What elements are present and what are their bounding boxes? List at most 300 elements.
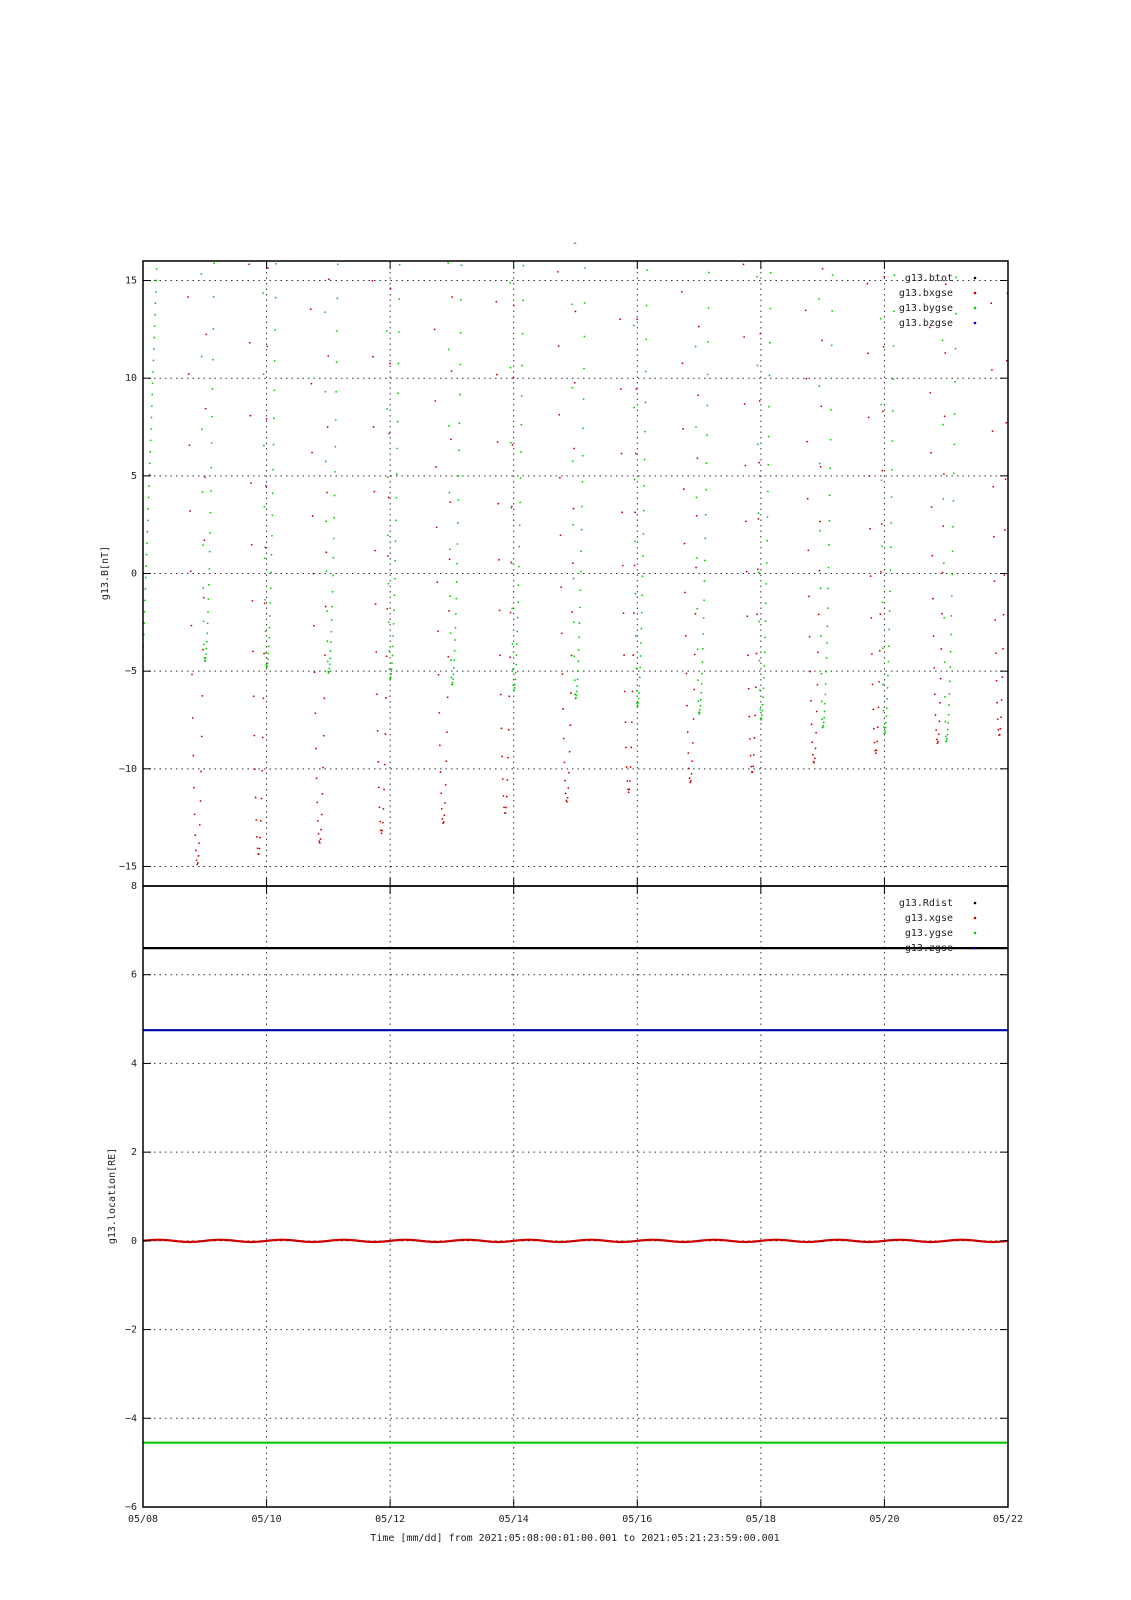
bygse-point — [642, 575, 644, 577]
bxgse-point — [754, 715, 756, 717]
page-title: - — [571, 238, 579, 249]
bygse-point — [708, 272, 710, 274]
bxgse-point — [196, 859, 198, 861]
bygse-point — [758, 571, 760, 573]
bxgse-point — [263, 653, 265, 655]
bxgse-point — [447, 656, 449, 658]
bxgse-point — [1001, 699, 1003, 701]
bygse-point — [389, 678, 391, 680]
series-line-xgse — [143, 1240, 1008, 1242]
bxgse-point — [870, 617, 872, 619]
bxgse-point — [757, 568, 759, 570]
bygse-point — [147, 519, 149, 521]
bygse-point — [334, 471, 336, 473]
bygse-point — [511, 562, 513, 564]
bygse-point — [386, 330, 388, 332]
bxgse-point — [995, 652, 997, 654]
bxgse-point — [386, 655, 388, 657]
bxgse-point — [372, 356, 374, 358]
bygse-point — [457, 522, 459, 524]
bxgse-point — [749, 738, 751, 740]
bygse-point — [519, 501, 521, 503]
bxgse-point — [748, 688, 750, 690]
bxgse-point — [318, 833, 320, 835]
bxgse-point — [815, 747, 817, 749]
bygse-point — [765, 583, 767, 585]
bygse-point — [759, 709, 761, 711]
bxgse-point — [881, 470, 883, 472]
bxgse-point — [265, 485, 267, 487]
bxgse-point — [634, 511, 636, 513]
bxgse-point — [253, 695, 255, 697]
time-tick-label: 05/16 — [622, 1514, 653, 1525]
bxgse-point — [745, 520, 747, 522]
bygse-point — [945, 721, 947, 723]
bygse-point — [453, 667, 455, 669]
bygse-point — [578, 649, 580, 651]
bygse-point — [273, 444, 275, 446]
bygse-point — [521, 365, 523, 367]
bygse-point — [510, 442, 512, 444]
bxgse-point — [499, 609, 501, 611]
bygse-point — [510, 367, 512, 369]
bxgse-point — [510, 612, 512, 614]
bxgse-point — [805, 378, 807, 380]
bxgse-point — [743, 263, 745, 265]
bygse-point — [953, 500, 955, 502]
bxgse-point — [449, 558, 451, 560]
bygse-point — [766, 562, 768, 564]
bxgse-point — [695, 567, 697, 569]
bygse-point — [514, 687, 516, 689]
bygse-point — [703, 617, 705, 619]
bxgse-point — [813, 762, 815, 764]
bxgse-point — [1002, 648, 1004, 650]
bygse-point — [704, 537, 706, 539]
bygse-point — [707, 341, 709, 343]
bygse-point — [955, 348, 957, 350]
bygse-point — [828, 544, 830, 546]
bxgse-point — [187, 296, 189, 298]
bygse-point — [948, 704, 950, 706]
bygse-point — [573, 578, 575, 580]
bygse-point — [705, 514, 707, 516]
bxgse-point — [266, 345, 268, 347]
bygse-point — [643, 510, 645, 512]
bygse-point — [820, 587, 822, 589]
bygse-point — [205, 653, 207, 655]
bxgse-point — [816, 711, 818, 713]
bxgse-point — [933, 635, 935, 637]
bxgse-point — [752, 765, 754, 767]
time-tick-label: 05/10 — [251, 1514, 282, 1525]
bygse-point — [396, 497, 398, 499]
bygse-point — [267, 653, 269, 655]
bygse-point — [700, 699, 702, 701]
bygse-point — [889, 569, 891, 571]
bygse-point — [145, 577, 147, 579]
bxgse-point — [449, 501, 451, 503]
bygse-point — [455, 598, 457, 600]
bygse-point — [268, 645, 270, 647]
bxgse-point — [876, 741, 878, 743]
bygse-point — [645, 338, 647, 340]
bygse-point — [572, 524, 574, 526]
bygse-point — [828, 520, 830, 522]
bxgse-point — [630, 747, 632, 749]
bxgse-point — [204, 476, 206, 478]
legend-label: g13.ygse — [904, 928, 953, 939]
bygse-point — [149, 474, 151, 476]
bygse-point — [949, 666, 951, 668]
bygse-point — [951, 615, 953, 617]
bxgse-point — [200, 800, 202, 802]
bygse-point — [333, 517, 335, 519]
bygse-point — [820, 673, 822, 675]
bxgse-point — [682, 362, 684, 364]
bygse-point — [204, 660, 206, 662]
bygse-point — [819, 530, 821, 532]
bxgse-point — [563, 738, 565, 740]
bygse-point — [155, 302, 157, 304]
panel2-ytick-label: 2 — [130, 1147, 137, 1159]
bxgse-point — [192, 717, 194, 719]
bxgse-point — [390, 287, 392, 289]
bygse-point — [329, 663, 331, 665]
bxgse-point — [876, 749, 878, 751]
bygse-point — [636, 690, 638, 692]
bygse-point — [894, 274, 896, 276]
bygse-point — [458, 475, 460, 477]
bygse-point — [145, 588, 147, 590]
bxgse-point — [324, 654, 326, 656]
bxgse-point — [267, 267, 269, 269]
bygse-point — [326, 640, 328, 642]
bxgse-point — [249, 342, 251, 344]
bygse-point — [706, 434, 708, 436]
bxgse-point — [999, 728, 1001, 730]
bxgse-point — [944, 415, 946, 417]
bygse-point — [270, 571, 272, 573]
bxgse-point — [621, 453, 623, 455]
bygse-point — [579, 622, 581, 624]
bygse-point — [210, 467, 212, 469]
bygse-point — [459, 364, 461, 366]
bygse-point — [946, 738, 948, 740]
bxgse-point — [746, 571, 748, 573]
bxgse-point — [194, 813, 196, 815]
bygse-point — [696, 557, 698, 559]
bygse-point — [830, 439, 832, 441]
bxgse-point — [389, 363, 391, 365]
bygse-point — [455, 613, 457, 615]
bxgse-point — [809, 671, 811, 673]
bxgse-point — [822, 268, 824, 270]
bxgse-point — [203, 597, 205, 599]
bxgse-point — [266, 418, 268, 420]
bygse-point — [454, 650, 456, 652]
bygse-point — [263, 373, 265, 375]
bygse-point — [207, 611, 209, 613]
bxgse-point — [940, 648, 942, 650]
bygse-point — [635, 635, 637, 637]
bygse-point — [759, 689, 761, 691]
bxgse-point — [445, 784, 447, 786]
bygse-point — [640, 655, 642, 657]
bygse-point — [888, 629, 890, 631]
bygse-point — [706, 462, 708, 464]
bxgse-point — [942, 572, 944, 574]
bxgse-point — [755, 686, 757, 688]
bygse-point — [758, 621, 760, 623]
panel1-frame — [143, 261, 1008, 886]
bxgse-point — [808, 595, 810, 597]
bxgse-point — [574, 382, 576, 384]
bygse-point — [646, 269, 648, 271]
bygse-point — [644, 431, 646, 433]
bygse-point — [522, 333, 524, 335]
bygse-point — [893, 345, 895, 347]
bxgse-point — [1005, 422, 1007, 424]
bygse-point — [201, 428, 203, 430]
bygse-point — [453, 673, 455, 675]
bygse-point — [396, 473, 398, 475]
bxgse-point — [382, 822, 384, 824]
bygse-point — [638, 685, 640, 687]
bxgse-point — [994, 619, 996, 621]
bygse-point — [144, 611, 146, 613]
bygse-point — [759, 660, 761, 662]
panel1-ytick-label: 5 — [130, 470, 137, 482]
bygse-point — [337, 263, 339, 265]
bygse-point — [200, 273, 202, 275]
bygse-point — [760, 719, 762, 721]
bygse-point — [757, 365, 759, 367]
legend-marker — [974, 932, 977, 935]
bxgse-point — [495, 301, 497, 303]
bxgse-point — [686, 705, 688, 707]
bygse-point — [520, 451, 522, 453]
bxgse-point — [697, 394, 699, 396]
bygse-point — [449, 595, 451, 597]
bygse-point — [267, 662, 269, 664]
bygse-point — [208, 568, 210, 570]
bygse-point — [831, 310, 833, 312]
bygse-point — [397, 392, 399, 394]
bxgse-point — [253, 735, 255, 737]
bxgse-point — [505, 807, 507, 809]
bxgse-point — [202, 649, 204, 651]
bxgse-point — [443, 814, 445, 816]
bxgse-point — [747, 654, 749, 656]
bxgse-point — [499, 654, 501, 656]
bygse-point — [767, 464, 769, 466]
bxgse-point — [873, 728, 875, 730]
bygse-point — [640, 642, 642, 644]
bxgse-point — [438, 674, 440, 676]
bygse-point — [828, 567, 830, 569]
bygse-point — [273, 417, 275, 419]
bygse-point — [697, 649, 699, 651]
bxgse-point — [633, 612, 635, 614]
bygse-point — [583, 368, 585, 370]
bxgse-point — [202, 695, 204, 697]
bxgse-point — [205, 333, 207, 335]
magnetic-field-panel — [100, 261, 1008, 886]
bxgse-point — [630, 766, 632, 768]
bygse-point — [572, 460, 574, 462]
bxgse-point — [571, 611, 573, 613]
bxgse-point — [312, 515, 314, 517]
bxgse-point — [325, 551, 327, 553]
bygse-point — [947, 722, 949, 724]
bxgse-point — [866, 283, 868, 285]
bxgse-point — [501, 727, 503, 729]
bxgse-point — [560, 586, 562, 588]
bygse-point — [326, 610, 328, 612]
bygse-point — [272, 469, 274, 471]
bygse-point — [830, 377, 832, 379]
bygse-point — [210, 512, 212, 514]
bxgse-point — [758, 462, 760, 464]
bygse-point — [943, 562, 945, 564]
bygse-point — [518, 546, 520, 548]
bxgse-point — [321, 814, 323, 816]
bygse-point — [952, 550, 954, 552]
bygse-point — [326, 570, 328, 572]
bygse-point — [334, 446, 336, 448]
bygse-point — [826, 625, 828, 627]
bygse-point — [213, 296, 215, 298]
bygse-point — [155, 291, 157, 293]
bygse-point — [824, 694, 826, 696]
bxgse-point — [508, 695, 510, 697]
bxgse-point — [310, 383, 312, 385]
bxgse-point — [940, 678, 942, 680]
bxgse-point — [575, 311, 577, 313]
bygse-point — [513, 689, 515, 691]
bygse-point — [263, 506, 265, 508]
bygse-point — [944, 696, 946, 698]
bygse-point — [457, 499, 459, 501]
bxgse-point — [259, 837, 261, 839]
bxgse-point — [625, 747, 627, 749]
bygse-point — [394, 594, 396, 596]
bygse-point — [633, 325, 635, 327]
bygse-point — [575, 694, 577, 696]
bygse-point — [830, 409, 832, 411]
bxgse-point — [316, 777, 318, 779]
bygse-point — [398, 298, 400, 300]
bygse-point — [206, 641, 208, 643]
bygse-point — [396, 448, 398, 450]
bygse-point — [645, 371, 647, 373]
bxgse-point — [375, 651, 377, 653]
bygse-point — [153, 348, 155, 350]
bxgse-point — [447, 696, 449, 698]
bygse-point — [582, 427, 584, 429]
bygse-point — [271, 535, 273, 537]
bxgse-point — [193, 787, 195, 789]
bygse-point — [519, 524, 521, 526]
bxgse-point — [685, 635, 687, 637]
bxgse-point — [993, 536, 995, 538]
bygse-point — [643, 533, 645, 535]
bxgse-point — [261, 798, 263, 800]
bxgse-point — [691, 773, 693, 775]
bygse-point — [153, 337, 155, 339]
bygse-point — [571, 387, 573, 389]
bygse-point — [583, 336, 585, 338]
bygse-point — [949, 693, 951, 695]
bygse-point — [459, 422, 461, 424]
time-tick-label: 05/14 — [498, 1514, 529, 1525]
legend-label: g13.btot — [904, 273, 953, 284]
bxgse-point — [692, 742, 694, 744]
bxgse-point — [506, 796, 508, 798]
bygse-point — [582, 455, 584, 457]
bygse-point — [450, 632, 452, 634]
bygse-point — [512, 668, 514, 670]
bxgse-point — [379, 821, 381, 823]
bygse-point — [884, 732, 886, 734]
bxgse-point — [992, 430, 994, 432]
bxgse-point — [388, 497, 390, 499]
bxgse-point — [820, 466, 822, 468]
bygse-point — [335, 419, 337, 421]
bygse-point — [325, 520, 327, 522]
bygse-point — [639, 677, 641, 679]
bxgse-point — [685, 673, 687, 675]
bxgse-point — [497, 503, 499, 505]
bxgse-point — [189, 444, 191, 446]
bxgse-point — [624, 691, 626, 693]
panel1-grid — [143, 261, 1008, 886]
bygse-point — [639, 667, 641, 669]
bygse-point — [509, 282, 511, 284]
bxgse-point — [446, 731, 448, 733]
bygse-point — [510, 507, 512, 509]
bygse-point — [634, 541, 636, 543]
bygse-point — [891, 496, 893, 498]
bxgse-point — [1000, 716, 1002, 718]
bygse-point — [155, 280, 157, 282]
bygse-point — [265, 652, 267, 654]
bxgse-point — [937, 741, 939, 743]
panel1-ytick-label: −10 — [118, 763, 137, 775]
bygse-point — [761, 717, 763, 719]
bygse-point — [633, 407, 635, 409]
bygse-point — [890, 522, 892, 524]
bygse-point — [324, 311, 326, 313]
bygse-point — [826, 642, 828, 644]
bxgse-point — [248, 263, 250, 265]
bygse-point — [454, 639, 456, 641]
panel2-ytick-label: 8 — [130, 881, 137, 892]
bygse-point — [762, 704, 764, 706]
location-panel — [107, 881, 1008, 1513]
bygse-point — [887, 675, 889, 677]
bxgse-point — [562, 708, 564, 710]
bygse-point — [517, 617, 519, 619]
bygse-point — [821, 718, 823, 720]
bygse-point — [206, 632, 208, 634]
bygse-point — [637, 704, 639, 706]
bygse-point — [269, 602, 271, 604]
bxgse-point — [312, 573, 314, 575]
bxgse-point — [636, 318, 638, 320]
bxgse-point — [931, 506, 933, 508]
